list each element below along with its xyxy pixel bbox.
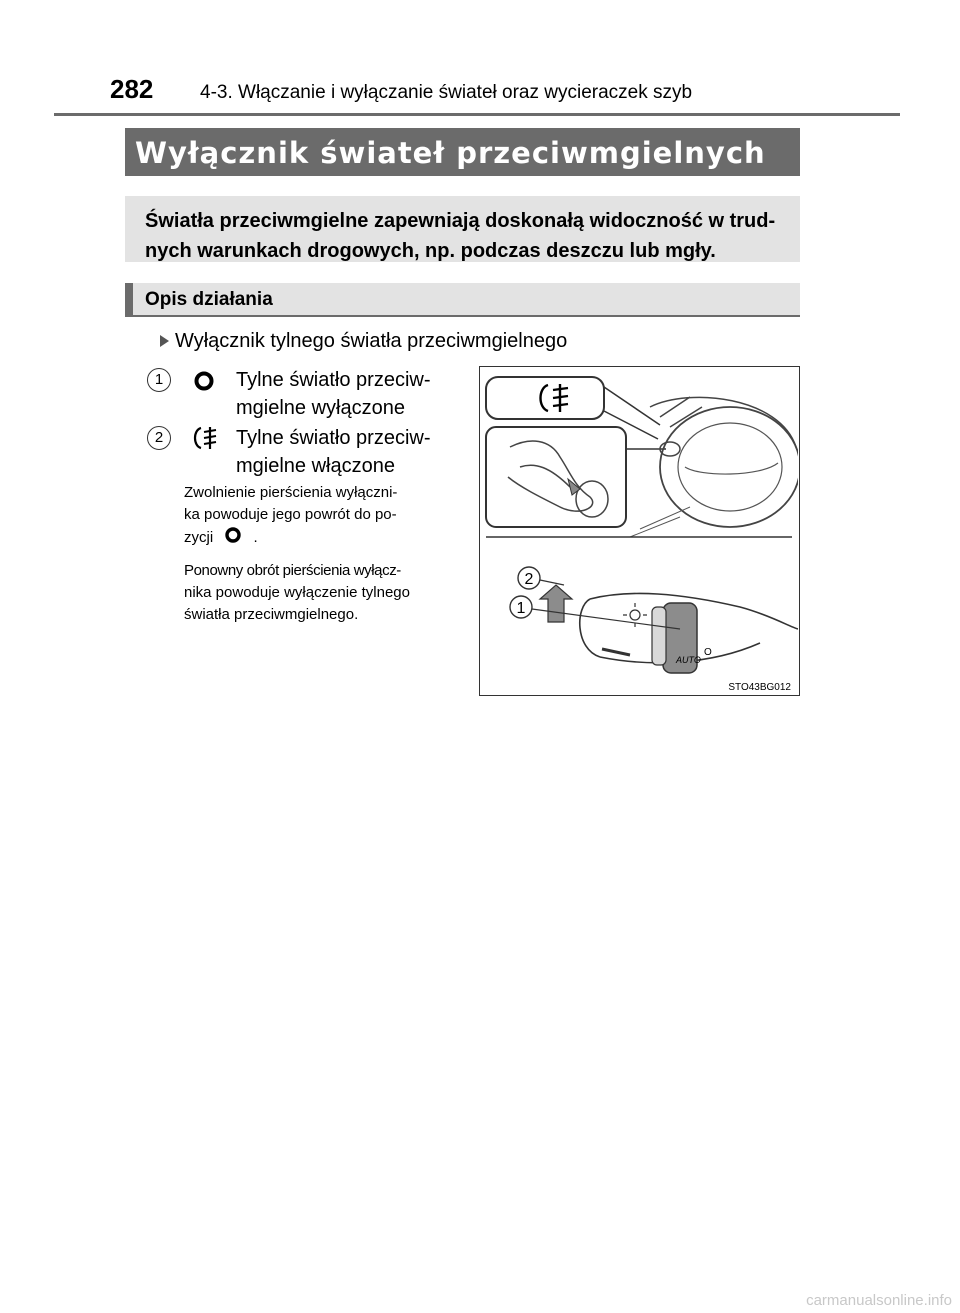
note-1-line-1: Zwolnienie pierścienia wyłączni- <box>184 484 398 501</box>
callout-2: 2 <box>524 571 534 588</box>
fog-switch-off-icon <box>223 526 243 544</box>
note-1 <box>184 482 464 549</box>
note-1-prefix: zycji <box>184 529 214 546</box>
fog-switch-off-icon <box>193 370 215 392</box>
note-2-line-1: Ponowny obrót pierścienia wyłącz- <box>184 562 401 579</box>
header-rule <box>54 113 900 116</box>
note-1-line-3 <box>184 526 464 549</box>
page-number: 282 <box>110 74 154 104</box>
note-1-suffix: . <box>253 529 258 546</box>
figure-illustration <box>479 366 800 696</box>
bullet-text: Wyłącznik tylnego światła przeciwmgielnego <box>175 330 568 352</box>
item-number-2: 2 <box>147 426 171 450</box>
item-2-line-2: mgielne włączone <box>236 455 395 477</box>
intro-line-2: nych warunkach drogowych, np. podczas deszczu lub mgły. <box>145 240 716 262</box>
intro-box <box>125 196 800 262</box>
intro-line-1: Światła przeciwmgielne zapewniają doskonałą widoczność w trud- <box>145 210 776 232</box>
note-1-line-2: ka powoduje jego powrót do po- <box>184 506 397 523</box>
bullet-triangle-icon <box>160 335 169 347</box>
subsection-title: Opis działania <box>125 283 800 317</box>
combination-switch-illustration <box>480 367 798 694</box>
note-2-line-3: światła przeciwmgielnego. <box>184 606 359 623</box>
note-2-line-2: nika powoduje wyłączenie tylnego <box>184 584 410 601</box>
ring-label-o: O <box>704 647 712 658</box>
rear-fog-light-icon <box>190 424 220 452</box>
section-title: Wyłącznik świateł przeciwmgielnych <box>125 128 800 176</box>
item-number-1: 1 <box>147 368 171 392</box>
footer-watermark: carmanualsonline.info <box>806 1292 952 1309</box>
callout-1: 1 <box>516 600 526 617</box>
bullet-item <box>160 330 567 353</box>
item-2-line-1: Tylne światło przeciw- <box>236 427 431 449</box>
figure-code: STO43BG012 <box>728 682 791 693</box>
ring-label-auto: AUTO <box>676 655 701 665</box>
note-2 <box>184 560 464 626</box>
item-1-line-2: mgielne wyłączone <box>236 397 405 419</box>
running-header: 4-3. Włączanie i wyłączanie świateł oraz wycieraczek szyb <box>200 82 693 103</box>
item-1-line-1: Tylne światło przeciw- <box>236 369 431 391</box>
